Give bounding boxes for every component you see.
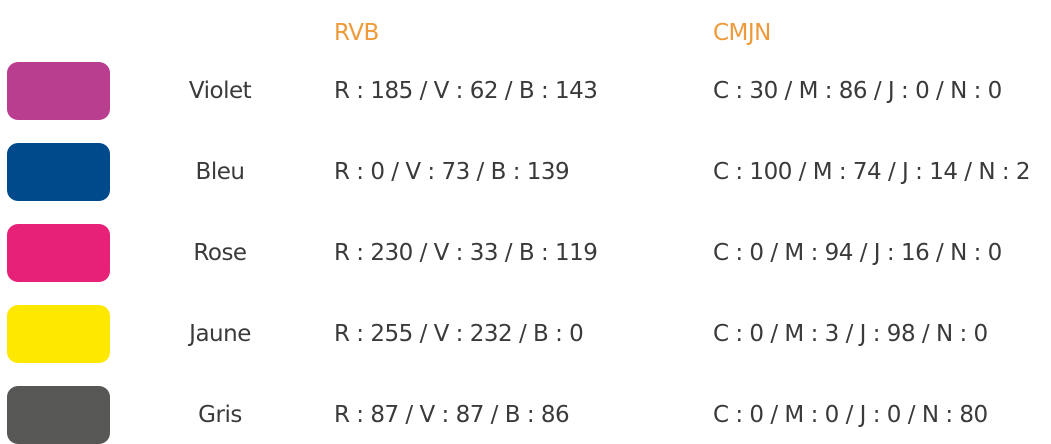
color-name: Bleu <box>195 159 245 185</box>
color-swatch <box>7 386 110 444</box>
cmjn-column-header: CMJN <box>713 20 771 46</box>
color-row-rose <box>0 224 1051 282</box>
color-row-gris <box>0 386 1051 444</box>
color-name: Jaune <box>189 321 251 347</box>
color-swatch <box>7 143 110 201</box>
rvb-column-header: RVB <box>334 20 379 46</box>
color-swatch <box>7 224 110 282</box>
color-row-violet <box>0 62 1051 120</box>
rgb-value: R : 87 / V : 87 / B : 86 <box>334 402 570 428</box>
color-swatch <box>7 62 110 120</box>
color-name: Rose <box>193 240 247 266</box>
rgb-value: R : 185 / V : 62 / B : 143 <box>334 78 598 104</box>
cmyk-value: C : 0 / M : 3 / J : 98 / N : 0 <box>713 321 988 347</box>
color-name: Gris <box>198 402 242 428</box>
cmyk-value: C : 30 / M : 86 / J : 0 / N : 0 <box>713 78 1002 104</box>
rgb-value: R : 255 / V : 232 / B : 0 <box>334 321 584 347</box>
rgb-value: R : 0 / V : 73 / B : 139 <box>334 159 570 185</box>
color-name: Violet <box>188 78 252 104</box>
color-row-jaune <box>0 305 1051 363</box>
color-row-bleu <box>0 143 1051 201</box>
cmyk-value: C : 0 / M : 0 / J : 0 / N : 80 <box>713 402 988 428</box>
cmyk-value: C : 0 / M : 94 / J : 16 / N : 0 <box>713 240 1002 266</box>
color-swatch <box>7 305 110 363</box>
rgb-value: R : 230 / V : 33 / B : 119 <box>334 240 598 266</box>
cmyk-value: C : 100 / M : 74 / J : 14 / N : 2 <box>713 159 1031 185</box>
